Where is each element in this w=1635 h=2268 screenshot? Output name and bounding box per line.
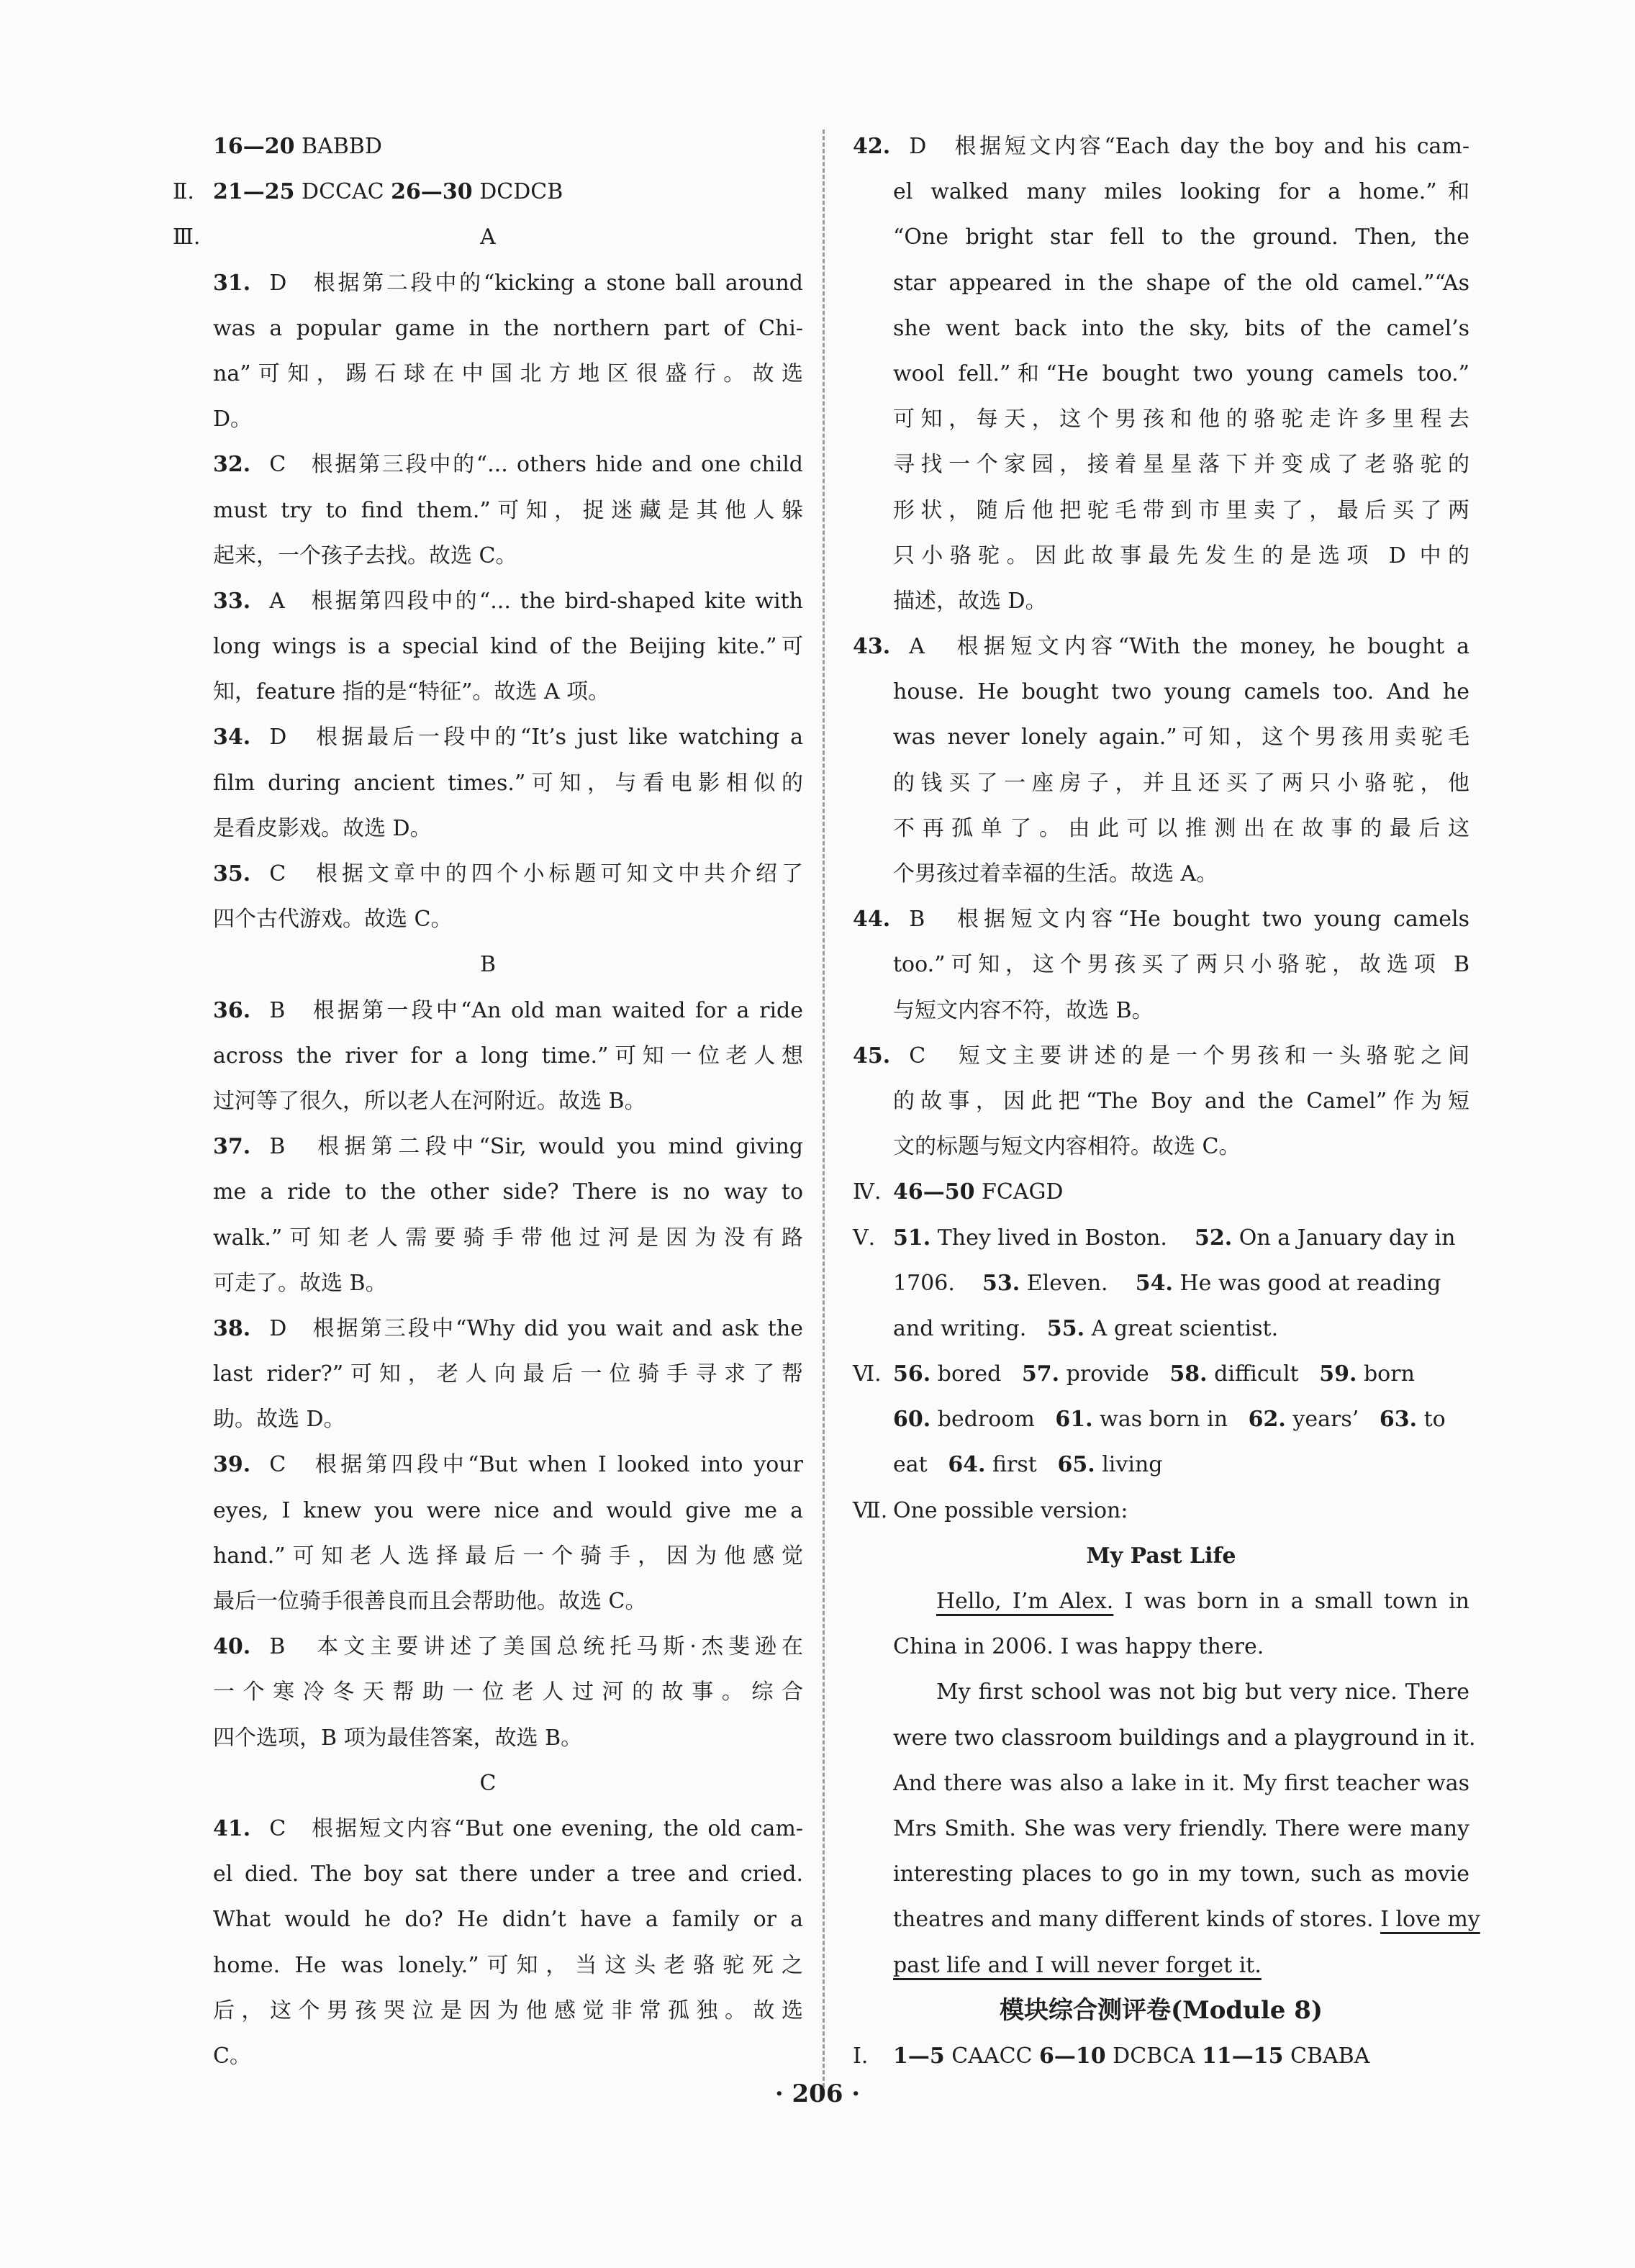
question-39: 39. C 根据第四段中“But when I looked into your xyxy=(213,1452,803,1478)
text-line: 知，feature 指的是“特征”。故选 A 项。 xyxy=(213,679,610,705)
text-line: and writing. 55. A great scientist. xyxy=(893,1315,1279,1341)
text-line: 一个寒冷冬天帮助一位老人过河的故事。综合 xyxy=(213,1679,803,1705)
text-line: across the river for a long time.”可知一位老人想 xyxy=(213,1043,803,1069)
text-line: she went back into the sky, bits of the camel’s xyxy=(893,315,1469,341)
question-33: 33. A 根据第四段中的“... the bird-shaped kite with xyxy=(213,588,803,614)
text-line: 的钱买了一座房子，并且还买了两只小骆驼，他 xyxy=(893,770,1469,796)
question-32: 32. C 根据第三段中的“... others hide and one child xyxy=(213,452,803,478)
question-37: 37. B 根据第二段中“Sir, would you mind giving xyxy=(213,1134,803,1160)
essay-line: And there was also a lake in it. My first teacher was xyxy=(893,1770,1469,1796)
question-35: 35. C 根据文章中的四个小标题可知文中共介绍了 xyxy=(213,861,803,886)
essay-line: interesting places to go in my town, such as movie xyxy=(893,1861,1469,1887)
essay-line: were two classroom buildings and a playground in it. xyxy=(893,1725,1476,1751)
text-line: 最后一位骑手很善良而且会帮助他。故选 C。 xyxy=(213,1589,647,1614)
text-line: last rider?”可知，老人向最后一位骑手寻求了帮 xyxy=(213,1361,803,1387)
text-line: 四个古代游戏。故选 C。 xyxy=(213,907,453,933)
text-line: 是看皮影戏。故选 D。 xyxy=(213,815,432,841)
answer-line: 16—20 BABBD xyxy=(213,134,382,159)
text-line: na”可知，踢石球在中国北方地区很盛行。故选 xyxy=(213,360,803,386)
text-line: eyes, I knew you were nice and would give me a xyxy=(213,1497,803,1523)
text-line: 四个选项，B 项为最佳答案，故选 B。 xyxy=(213,1725,583,1751)
essay-line: China in 2006. I was happy there. xyxy=(893,1634,1264,1660)
text-line: 不再孤单了。由此可以推测出在故事的最后这 xyxy=(893,815,1469,841)
section-line: Ⅴ. 51. They lived in Boston. 52. On a January day in xyxy=(853,1225,1456,1251)
page-number: · 206 · xyxy=(774,2079,861,2108)
text-line: 起来，一个孩子去找。故选 C。 xyxy=(213,543,517,568)
text-line: 描述，故选 D。 xyxy=(893,588,1047,614)
question-45: 45. C 短文主要讲述的是一个男孩和一头骆驼之间 xyxy=(853,1043,1469,1069)
text-line: D。 xyxy=(213,407,253,432)
text-line: was a popular game in the northern part of Chi- xyxy=(213,315,803,341)
section-line: Ⅵ. 56. bored 57. provide 58. difficult 59. born xyxy=(853,1361,1415,1387)
text-line: too.”可知，这个男孩买了两只小骆驼，故选项 B xyxy=(893,952,1469,978)
text-line: el walked many miles looking for a home.”和 xyxy=(893,179,1469,205)
section-line: Ⅰ. 1—5 CAACC 6—10 DCBCA 11—15 CBABA xyxy=(853,2043,1370,2069)
question-40: 40. B 本文主要讲述了美国总统托马斯·杰斐逊在 xyxy=(213,1634,803,1660)
section-line: Ⅱ. 21—25 DCCAC 26—30 DCDCB xyxy=(173,179,563,205)
left-column xyxy=(173,124,803,2079)
text-line: el died. The boy sat there under a tree and cried. xyxy=(213,1861,803,1887)
text-line: C。 xyxy=(213,2043,251,2069)
question-43: 43. A 根据短文内容“With the money, he bought a xyxy=(853,634,1469,660)
text-line: star appeared in the shape of the old camel.”“As xyxy=(893,270,1469,296)
question-42: 42. D 根据短文内容“Each day the boy and his cam- xyxy=(853,134,1469,159)
text-line: 只小骆驼。因此故事最先发生的是选项 D 中的 xyxy=(893,543,1469,568)
text-line: 可走了。故选 B。 xyxy=(213,1270,387,1296)
text-line: 助。故选 D。 xyxy=(213,1407,345,1433)
essay-line: theatres and many different kinds of stores. I love my xyxy=(893,1907,1480,1933)
question-36: 36. B 根据第一段中“An old man waited for a ride xyxy=(213,997,803,1023)
text-line: film during ancient times.”可知，与看电影相似的 xyxy=(213,770,803,796)
text-line: 1706. 53. Eleven. 54. He was good at reading xyxy=(893,1270,1441,1296)
text-line: home. He was lonely.”可知，当这头老骆驼死之 xyxy=(213,1952,803,1978)
text-line: walk.”可知老人需要骑手带他过河是因为没有路 xyxy=(213,1225,803,1251)
essay-line: Mrs Smith. She was very friendly. There were many xyxy=(893,1815,1469,1841)
text-line: What would he do? He didn’t have a family or a xyxy=(213,1907,803,1933)
text-line: me a ride to the other side? There is no way to xyxy=(213,1179,803,1205)
passage-label: C xyxy=(479,1770,497,1796)
text-line: 个男孩过着幸福的生活。故选 A。 xyxy=(893,861,1218,886)
essay-title: My Past Life xyxy=(1086,1543,1236,1569)
text-line: 60. bedroom 61. was born in 62. years’ 63. to xyxy=(893,1407,1446,1433)
right-column xyxy=(853,124,1480,2079)
text-line: 的故事，因此把“The Boy and the Camel”作为短 xyxy=(893,1088,1469,1114)
text-line: was never lonely again.”可知，这个男孩用卖驼毛 xyxy=(893,725,1469,750)
text-line: 寻找一个家园，接着星星落下并变成了老骆驼的 xyxy=(893,452,1469,478)
essay-line: My first school was not big but very nice. There xyxy=(936,1679,1469,1705)
module-title: 模块综合测评卷(Module 8) xyxy=(999,1995,1323,2025)
question-31: 31. D 根据第二段中的“kicking a stone ball around xyxy=(213,270,803,296)
question-44: 44. B 根据短文内容“He bought two young camels xyxy=(853,907,1469,933)
text-line: house. He bought two young camels too. And he xyxy=(893,679,1469,705)
text-line: 与短文内容不符，故选 B。 xyxy=(893,997,1154,1023)
text-line: wool fell.”和“He bought two young camels too.” xyxy=(893,360,1469,386)
text-line: 文的标题与短文内容相符。故选 C。 xyxy=(893,1134,1241,1160)
passage-label: B xyxy=(479,952,497,978)
text-line: hand.”可知老人选择最后一个骑手，因为他感觉 xyxy=(213,1543,803,1569)
section-line: Ⅲ. A xyxy=(173,224,496,250)
text-line: 可知，每天，这个男孩和他的骆驼走许多里程去 xyxy=(893,407,1469,432)
essay-line: Hello, I’m Alex. I was born in a small town in xyxy=(936,1589,1470,1614)
text-line: eat 64. first 65. living xyxy=(893,1452,1163,1478)
column-divider xyxy=(823,130,825,2094)
text-line: long wings is a special kind of the Beijing kite.”可 xyxy=(213,634,803,660)
text-line: 过河等了很久，所以老人在河附近。故选 B。 xyxy=(213,1088,646,1114)
text-line: 后，这个男孩哭泣是因为他感觉非常孤独。故选 xyxy=(213,1997,803,2023)
question-34: 34. D 根据最后一段中的“It’s just like watching a xyxy=(213,725,803,750)
question-41: 41. C 根据短文内容“But one evening, the old cam- xyxy=(213,1815,803,1841)
text-line: 形状，随后他把驼毛带到市里卖了，最后买了两 xyxy=(893,497,1469,523)
text-line: must try to find them.”可知，捉迷藏是其他人躲 xyxy=(213,497,803,523)
section-line: Ⅳ. 46—50 FCAGD xyxy=(853,1179,1064,1205)
text-line: “One bright star fell to the ground. Then, the xyxy=(893,224,1469,250)
section-line: Ⅶ. One possible version: xyxy=(853,1497,1128,1523)
question-38: 38. D 根据第三段中“Why did you wait and ask the xyxy=(213,1315,803,1341)
essay-line: past life and I will never forget it. xyxy=(893,1952,1262,1978)
